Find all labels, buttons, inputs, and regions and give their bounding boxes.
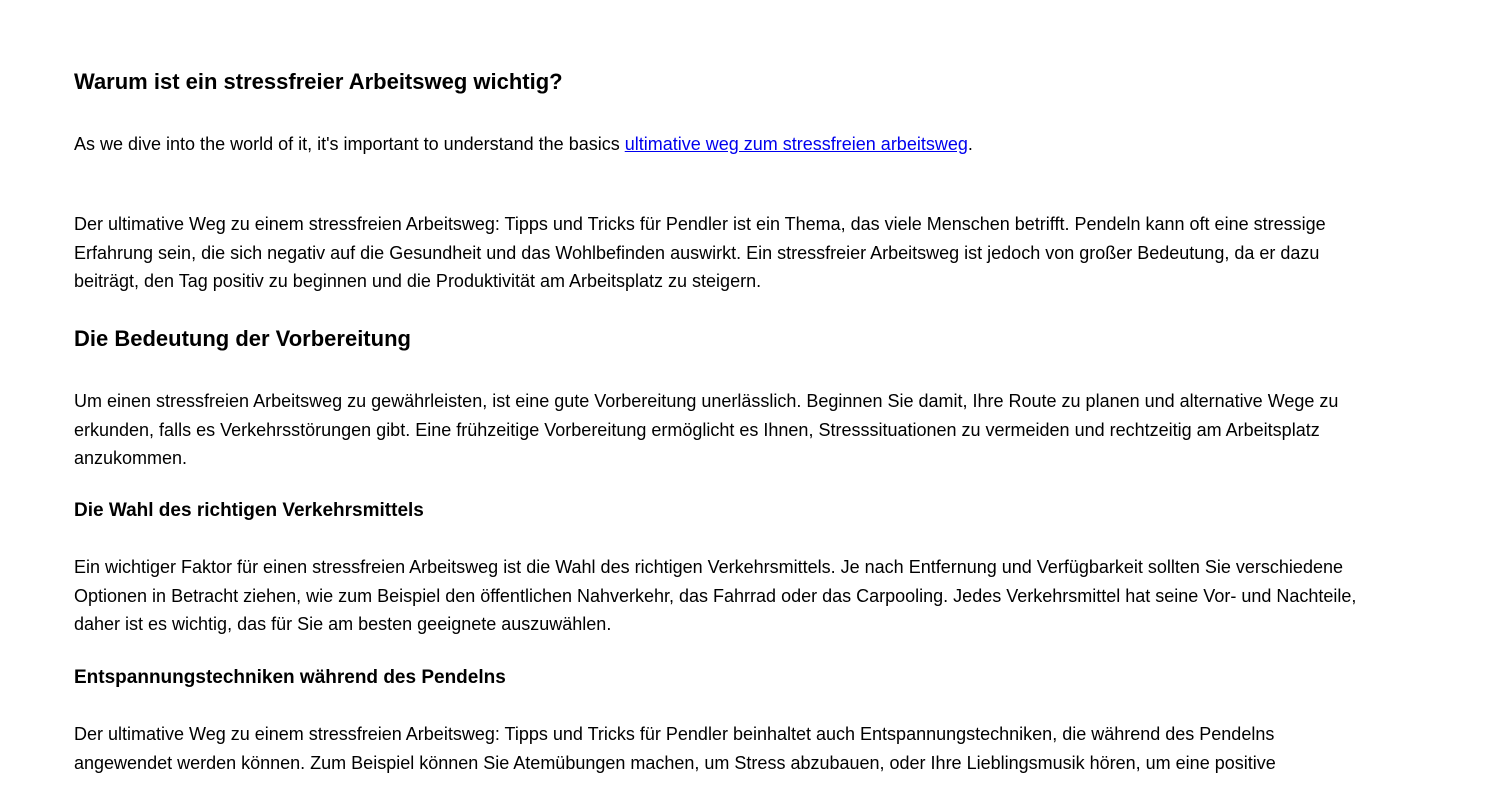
paragraph-line: Der ultimative Weg zu einem stressfreien Arbeitsweg: Tipps und Tricks für Pendler ist ein Thema, das viele Menschen betrifft. Pendeln kann oft eine stressige bbox=[74, 214, 1326, 234]
paragraph-relaxation-techniques bbox=[74, 720, 1434, 777]
stressfree-commute-link[interactable]: ultimative weg zum stressfreien arbeitsweg bbox=[624, 134, 968, 154]
heading-preparation: Die Bedeutung der Vorbereitung bbox=[74, 326, 411, 351]
heading-transport-choice: Die Wahl des richtigen Verkehrsmittels bbox=[74, 500, 424, 521]
intro-text-end: . bbox=[967, 134, 973, 154]
paragraph-preparation bbox=[74, 387, 1434, 473]
paragraph-commute-importance bbox=[74, 210, 1434, 296]
heading-relaxation-techniques: Entspannungstechniken während des Pendelns bbox=[74, 667, 506, 688]
paragraph-line: Erfahrung sein, die sich negativ auf die Gesundheit und das Wohlbefinden auswirkt. Ein stressfreier Arbeitsweg ist jedoch von großer Bedeutung, da er dazu bbox=[74, 242, 1320, 263]
paragraph-line: daher ist es wichtig, das für Sie am besten geeignete auszuwählen. bbox=[74, 614, 612, 634]
paragraph-line: Um einen stressfreien Arbeitsweg zu gewährleisten, ist eine gute Vorbereitung unerlässlich. Beginnen Sie damit, Ihre Route zu planen und alternative Wege zu bbox=[74, 391, 1339, 411]
paragraph-line: Der ultimative Weg zu einem stressfreien Arbeitsweg: Tipps und Tricks für Pendler beinhaltet auch Entspannungstechniken, die während des Pendelns bbox=[74, 724, 1275, 744]
heading-why-stressfree-commute: Warum ist ein stressfreier Arbeitsweg wichtig? bbox=[74, 69, 563, 94]
paragraph-line: beiträgt, den Tag positiv zu beginnen und die Produktivität am Arbeitsplatz zu steigern. bbox=[74, 271, 762, 291]
paragraph-line: anzukommen. bbox=[74, 448, 188, 468]
intro-paragraph bbox=[74, 130, 1434, 159]
paragraph-line: Ein wichtiger Faktor für einen stressfreien Arbeitsweg ist die Wahl des richtigen Verkehrsmittels. Je nach Entfernung und Verfügbarkeit sollten Sie verschiedene bbox=[74, 557, 1343, 577]
paragraph-line: erkunden, falls es Verkehrsstörungen gibt. Eine frühzeitige Vorbereitung ermöglicht es Ihnen, Stresssituationen zu vermeiden und rechtzeitig am Arbeitsplatz bbox=[74, 419, 1320, 440]
paragraph-transport-choice bbox=[74, 553, 1434, 639]
paragraph-line: angewendet werden können. Zum Beispiel können Sie Atemübungen machen, um Stress abzubauen, oder Ihre Lieblingsmusik hören, um eine positive bbox=[74, 752, 1276, 773]
intro-text: As we dive into the world of it, it's important to understand the basics bbox=[74, 134, 625, 154]
paragraph-line: Optionen in Betracht ziehen, wie zum Beispiel den öffentlichen Nahverkehr, das Fahrrad oder das Carpooling. Jedes Verkehrsmittel hat seine Vor- und Nachteile, bbox=[74, 585, 1357, 606]
